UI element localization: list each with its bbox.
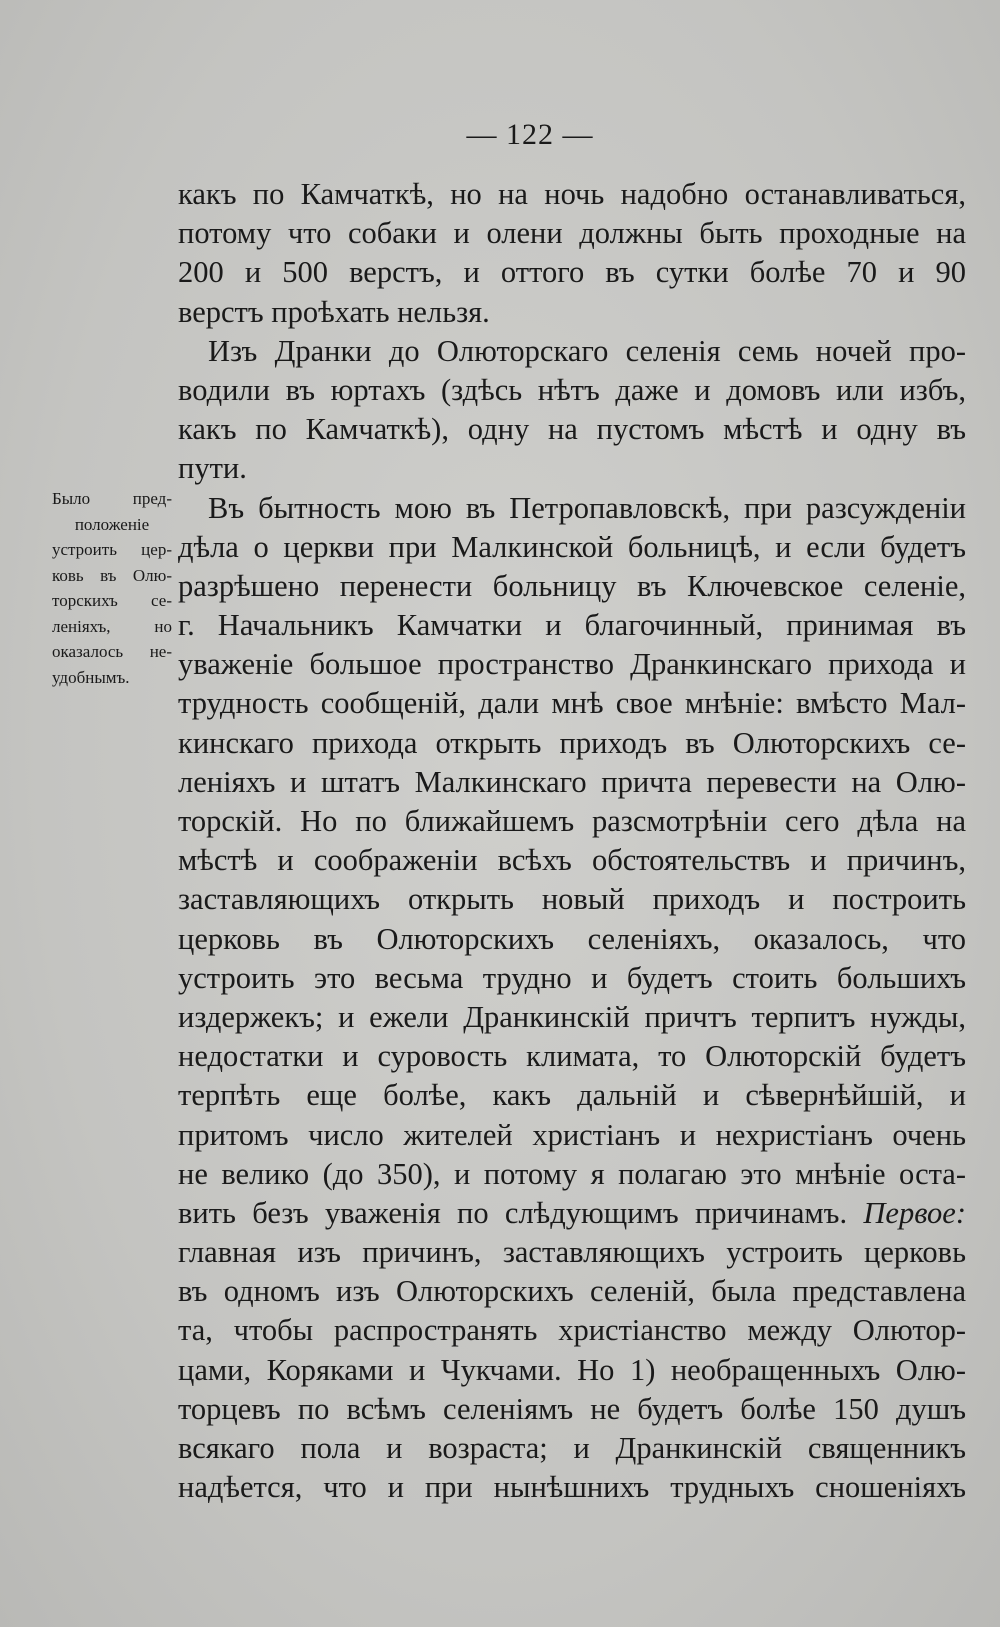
text-line: какъ по Камчаткѣ, но на ночь надобно останавливаться, xyxy=(178,177,966,211)
italic-word: Первое: xyxy=(863,1195,967,1230)
text-line xyxy=(178,1194,966,1233)
margin-note-line: оказалось не- xyxy=(52,642,172,661)
text-line: Въ бытность мою въ Петропавловскѣ, при разсужденіи xyxy=(208,490,966,525)
text-line: разрѣшено перенести больницу въ Ключевское селеніе, xyxy=(178,568,966,603)
text-line: терпѣть еще болѣе, какъ дальній и сѣвернѣйшій, и xyxy=(178,1078,966,1113)
text-line: та, чтобы распространять христіанство между Олютор- xyxy=(178,1313,966,1348)
text-line: торскій. Но по ближайшемъ разсмотрѣніи сего дѣла на xyxy=(178,804,966,838)
margin-note-line: устроить цер- xyxy=(52,540,172,559)
text-line: главная изъ причинъ, заставляющихъ устроить церковь xyxy=(178,1235,966,1270)
text-line: уваженіе большое пространство Дранкинскаго прихода и xyxy=(178,647,966,682)
text-line: устроить это весьма трудно и будетъ стоить большихъ xyxy=(178,960,966,995)
text-line: леніяхъ и штатъ Малкинскаго причта перевести на Олю- xyxy=(178,764,966,799)
text-line: издержекъ; и ежели Дранкинскій причтъ терпитъ нужды, xyxy=(178,999,966,1034)
text-line-main: вить безъ уваженія по слѣдующимъ причинамъ. xyxy=(178,1195,848,1230)
text-line: пути. xyxy=(178,451,247,486)
margin-note-line: положеніе xyxy=(74,514,150,534)
text-line: не велико (до 350), и потому я полагаю это мнѣніе оста- xyxy=(178,1156,966,1191)
text-line: мѣстѣ и соображеніи всѣхъ обстоятельствъ и причинъ, xyxy=(178,843,966,878)
body-text xyxy=(178,175,966,1507)
text-line: потому что собаки и олени должны быть проходные на xyxy=(178,216,966,251)
text-line: Изъ Дранки до Олюторскаго селенія семь ночей про- xyxy=(208,333,966,368)
text-line: надѣется, что и при нынѣшнихъ трудныхъ сношеніяхъ xyxy=(178,1470,966,1505)
text-line: торцевъ по всѣмъ селеніямъ не будетъ болѣе 150 душъ xyxy=(178,1391,966,1426)
margin-note-line: ковь въ Олю- xyxy=(52,565,172,585)
text-line: 200 и 500 верстъ, и оттого въ сутки болѣе 70 и 90 xyxy=(178,255,966,290)
text-line: церковь въ Олюторскихъ селеніяхъ, оказалось, что xyxy=(178,921,966,956)
text-line: цами, Коряками и Чукчами. Но 1) необращенныхъ Олю- xyxy=(178,1352,966,1387)
margin-note-line: Было пред- xyxy=(52,489,172,508)
text-line: притомъ число жителей христіанъ и нехристіанъ очень xyxy=(178,1117,966,1152)
margin-note-line: торскихъ се- xyxy=(52,591,172,610)
margin-note-line: удобнымъ. xyxy=(52,667,130,687)
page-number: — 122 — xyxy=(466,118,594,151)
text-line: водили въ юртахъ (здѣсь нѣтъ даже и домовъ или избъ, xyxy=(178,372,966,407)
text-line: дѣла о церкви при Малкинской больницѣ, и если будетъ xyxy=(178,529,966,564)
text-line: недостатки и суровость климата, то Олюторскій будетъ xyxy=(178,1039,966,1074)
text-line: верстъ проѣхать нельзя. xyxy=(178,294,490,329)
text-line: трудность сообщеній, дали мнѣ свое мнѣніе: вмѣсто Мал- xyxy=(178,686,966,721)
text-line: г. Начальникъ Камчатки и благочинный, принимая въ xyxy=(178,608,966,643)
text-line: заставляющихъ открыть новый приходъ и построить xyxy=(178,882,966,917)
text-line: въ одномъ изъ Олюторскихъ селеній, была представлена xyxy=(178,1274,966,1309)
margin-note-line: леніяхъ, но xyxy=(52,616,172,636)
text-line: какъ по Камчаткѣ), одну на пустомъ мѣстѣ и одну въ xyxy=(178,412,966,447)
text-line: кинскаго прихода открыть приходъ въ Олюторскихъ се- xyxy=(178,725,966,760)
margin-note xyxy=(52,486,172,690)
text-line: всякаго пола и возраста; и Дранкинскій священникъ xyxy=(178,1431,966,1465)
